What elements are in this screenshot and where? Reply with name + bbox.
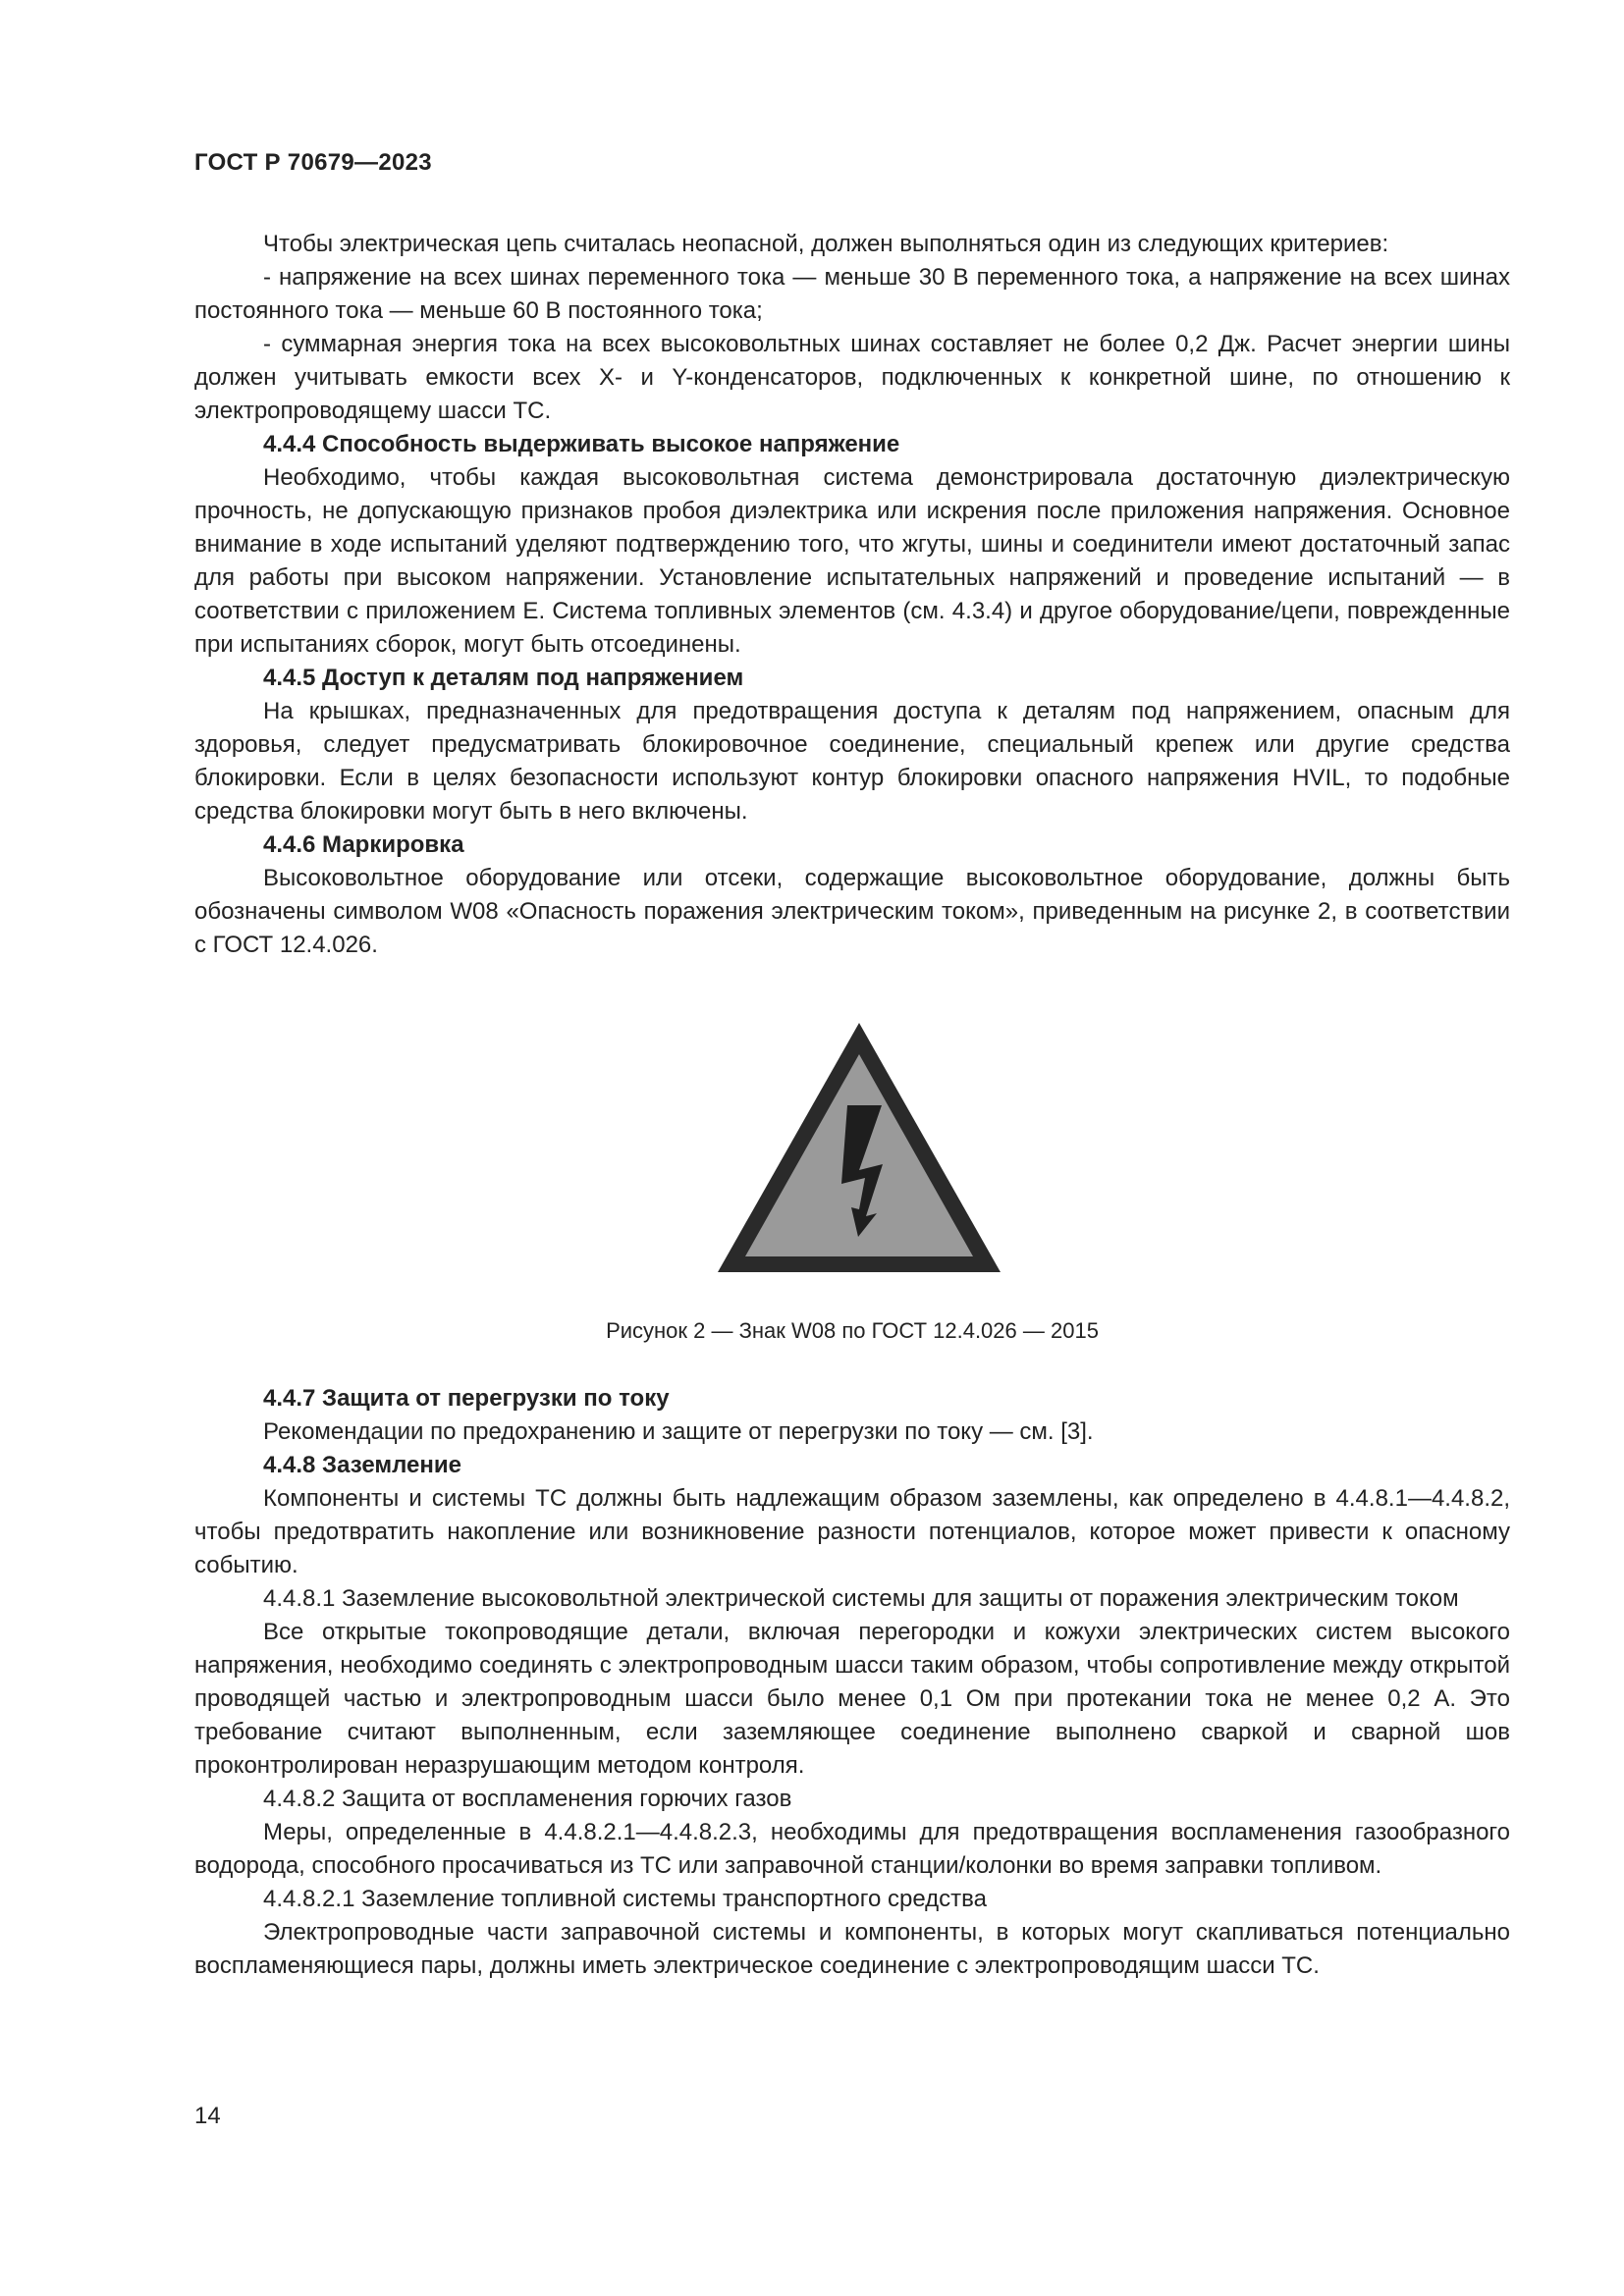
paragraph-4-4-6: Высоковольтное оборудование или отсеки, содержащие высоковольтное оборудование, должны быть обозначены символом W08 «Опасность поражения электрическим током», приведенным на рисунке 2, в соответствии с ГОСТ 12.4.026.	[194, 865, 1510, 958]
paragraph-4-4-8: Компоненты и системы ТС должны быть надлежащим образом заземлены, как определено в 4.4.8.1—4.4.8.2, чтобы предотвратить накопление или возникновение разности потенциалов, которое может привести к опасному событию.	[194, 1485, 1510, 1578]
document-header: ГОСТ Р 70679—2023	[194, 149, 432, 176]
paragraph-intro: Чтобы электрическая цепь считалась неопасной, должен выполняться один из следующих критериев:	[263, 231, 1389, 257]
heading-4-4-4: 4.4.4 Способность выдерживать высокое напряжение	[263, 431, 900, 457]
paragraph-4-4-8-1: Все открытые токопроводящие детали, включая перегородки и кожухи электрических систем высокого напряжения, необходимо соединять с электропроводным шасси таким образом, чтобы сопротивление между открытой проводящей частью и электропроводным шасси было менее 0,1 Ом при протекании тока не менее 0,2 А. Это требование считают выполненным, если заземляющее соединение выполнено сваркой и сварной шов проконтролирован неразрушающим методом контроля.	[194, 1619, 1510, 1779]
paragraph-4-4-4: Необходимо, чтобы каждая высоковольтная система демонстрировала достаточную диэлектрическую прочность, не допускающую признаков пробоя диэлектрика или искрения после приложения напряжения. Основное внимание в ходе испытаний уделяют подтверждению того, что жгуты, шины и соединители имеют достаточный запас для работы при высоком напряжении. Установление испытательных напряжений и проведение испытаний — в соответствии с приложением Е. Система топливных элементов (см. 4.3.4) и другое оборудование/цепи, поврежденные при испытаниях сборок, могут быть отсоединены.	[194, 464, 1510, 658]
heading-4-4-8-1: 4.4.8.1 Заземление высоковольтной электрической системы для защиты от поражения электрическим током	[263, 1585, 1459, 1612]
paragraph-4-4-5: На крышках, предназначенных для предотвращения доступа к деталям под напряжением, опасным для здоровья, следует предусматривать блокировочное соединение, специальный крепеж или другие средства блокировки. Если в целях безопасности используют контур блокировки опасного напряжения HVIL, то подобные средства блокировки могут быть в него включены.	[194, 698, 1510, 825]
paragraph-criterion-2: - суммарная энергия тока на всех высоковольтных шинах составляет не более 0,2 Дж. Расчет энергии шины должен учитывать емкости всех X- и Y-конденсаторов, подключенных к конкретной шине, по отношению к электропроводящему шасси ТС.	[194, 331, 1510, 424]
paragraph-4-4-8-2-1: Электропроводные части заправочной системы и компоненты, в которых могут скапливаться потенциально воспламеняющиеся пары, должны иметь электрическое соединение с электропроводящим шасси ТС.	[194, 1919, 1510, 1979]
heading-4-4-8-2-1: 4.4.8.2.1 Заземление топливной системы транспортного средства	[263, 1886, 987, 1912]
paragraph-criterion-1: - напряжение на всех шинах переменного тока — меньше 30 В переменного тока, а напряжение на всех шинах постоянного тока — меньше 60 В постоянного тока;	[194, 264, 1510, 324]
heading-4-4-8: 4.4.8 Заземление	[263, 1452, 461, 1478]
paragraph-4-4-8-2: Меры, определенные в 4.4.8.2.1—4.4.8.2.3, необходимы для предотвращения воспламенения газообразного водорода, способного просачиваться из ТС или заправочной станции/колонки во время заправки топливом.	[194, 1819, 1510, 1879]
heading-4-4-8-2: 4.4.8.2 Защита от воспламенения горючих газов	[263, 1786, 792, 1812]
heading-4-4-5: 4.4.5 Доступ к деталям под напряжением	[263, 665, 744, 691]
figure-2	[712, 1015, 1006, 1280]
high-voltage-warning-icon	[712, 1015, 1006, 1280]
text-block-lower	[194, 1382, 1510, 1983]
figure-caption: Рисунок 2 — Знак W08 по ГОСТ 12.4.026 — 2015	[606, 1318, 1099, 1343]
text-block-upper	[194, 228, 1510, 962]
heading-4-4-7: 4.4.7 Защита от перегрузки по току	[263, 1385, 670, 1412]
heading-4-4-6: 4.4.6 Маркировка	[263, 831, 464, 858]
page-number: 14	[194, 2103, 221, 2129]
paragraph-4-4-7: Рекомендации по предохранению и защите от перегрузки по току — см. [3].	[263, 1418, 1094, 1445]
